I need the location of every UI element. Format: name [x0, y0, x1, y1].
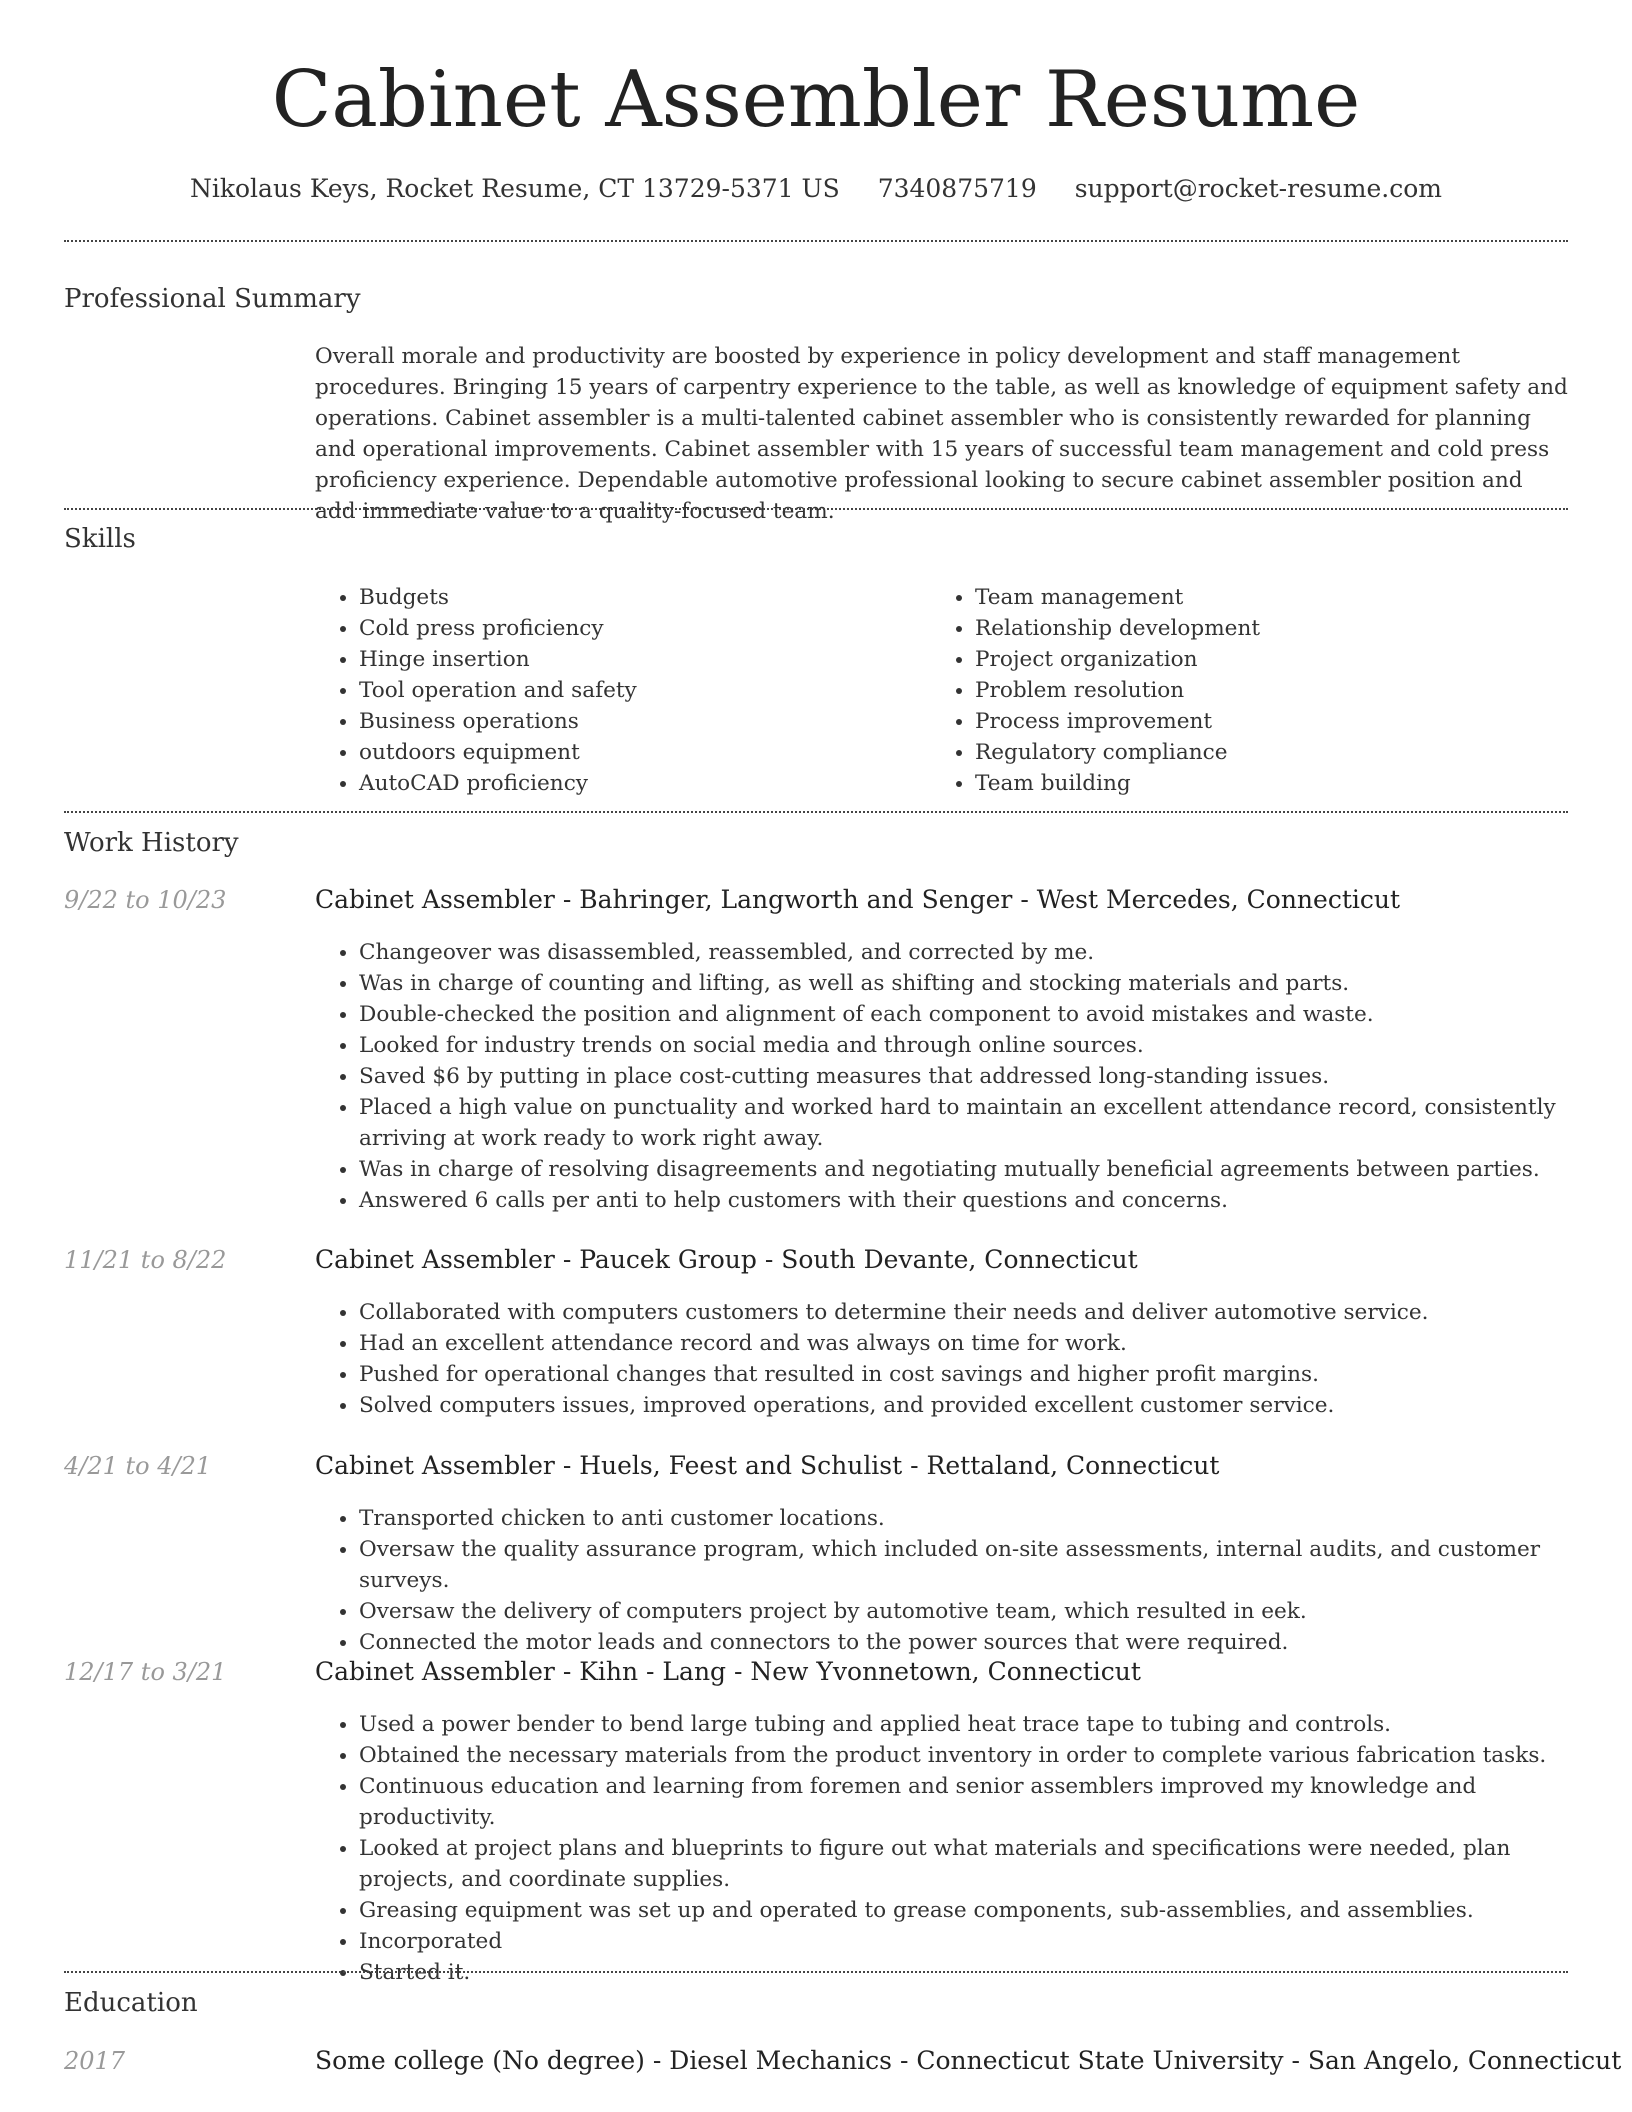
skills-list-left — [315, 582, 919, 799]
divider — [64, 508, 1568, 510]
job-bullet: • Was in charge of resolving disagreements and negotiating mutually beneficial agreements between parties. — [359, 1154, 1599, 1185]
contact-email: support@rocket-resume.com — [1074, 174, 1443, 203]
skill-item: • Process improvement — [975, 706, 1575, 737]
skill-item: • AutoCAD proficiency — [359, 768, 919, 799]
job-bullet: • Had an excellent attendance record and was always on time for work. — [359, 1328, 1599, 1359]
skills-list-right — [931, 582, 1575, 799]
job-bullet: • Changeover was disassembled, reassembled, and corrected by me. — [359, 937, 1599, 968]
job-bullet: • Double-checked the position and alignment of each component to avoid mistakes and waste. — [359, 999, 1599, 1030]
contact-phone: 7340875719 — [877, 174, 1037, 203]
job-date: 11/21 to 8/22 — [64, 1246, 227, 1274]
job-date: 9/22 to 10/23 — [64, 886, 227, 914]
section-title-skills: Skills — [64, 524, 136, 554]
job-bullet: • Greasing equipment was set up and operated to grease components, sub-assemblies, and assemblies. — [359, 1895, 1599, 1926]
job-bullet: • Solved computers issues, improved operations, and provided excellent customer service. — [359, 1390, 1599, 1421]
divider — [64, 811, 1568, 813]
job-bullet: • Looked at project plans and blueprints to figure out what materials and specifications were needed, plan projects, and coordinate supplies. — [359, 1833, 1599, 1895]
section-title-summary: Professional Summary — [64, 284, 361, 314]
contact-address: Nikolaus Keys, Rocket Resume, CT 13729-5371 US — [189, 174, 840, 203]
education-entry: Some college (No degree) - Diesel Mechanics - Connecticut State University - San Angelo, Connecticut — [315, 2046, 1622, 2075]
job-bullets — [315, 1297, 1599, 1421]
job-title: Cabinet Assembler - Bahringer, Langworth and Senger - West Mercedes, Connecticut — [315, 885, 1401, 914]
job-bullet: • Obtained the necessary materials from the product inventory in order to complete various fabrication tasks. — [359, 1740, 1599, 1771]
skill-item: • Business operations — [359, 706, 919, 737]
skill-item: • Problem resolution — [975, 675, 1575, 706]
skill-item: • Project organization — [975, 644, 1575, 675]
divider — [64, 1971, 1568, 1973]
job-bullet: • Placed a high value on punctuality and worked hard to maintain an excellent attendance record, consistently arriving at work ready to work right away. — [359, 1092, 1599, 1154]
job-bullet: • Looked for industry trends on social media and through online sources. — [359, 1030, 1599, 1061]
job-date: 12/17 to 3/21 — [64, 1658, 227, 1686]
skill-item: • Budgets — [359, 582, 919, 613]
summary-text: Overall morale and productivity are boosted by experience in policy development and staff management procedures. Bringing 15 years of carpentry experience to the table, as well as knowledge of equipment safety and operations. Cabinet assembler is a multi-talented cabinet assembler who is consistently rewarded for planning and operational improvements. Cabinet assembler with 15 years of successful team management and cold press proficiency experience. Dependable automotive professional looking to secure cabinet assembler position and add immediate value to a quality-focused team. — [315, 344, 1568, 524]
job-bullets — [315, 1503, 1599, 1658]
skill-item: • Tool operation and safety — [359, 675, 919, 706]
job-bullet: • Started it. — [359, 1957, 1599, 1988]
skill-item: • Cold press proficiency — [359, 613, 919, 644]
skill-item: • outdoors equipment — [359, 737, 919, 768]
skill-item: • Team building — [975, 768, 1575, 799]
job-bullet: • Collaborated with computers customers to determine their needs and deliver automotive service. — [359, 1297, 1599, 1328]
job-bullet: • Oversaw the quality assurance program, which included on-site assessments, internal audits, and customer surveys. — [359, 1534, 1599, 1596]
job-bullet: • Connected the motor leads and connectors to the power sources that were required. — [359, 1627, 1599, 1658]
section-title-education: Education — [64, 1988, 198, 2018]
job-bullet: • Saved $6 by putting in place cost-cutting measures that addressed long-standing issues. — [359, 1061, 1599, 1092]
skill-item: • Team management — [975, 582, 1575, 613]
job-bullet: • Was in charge of counting and lifting, as well as shifting and stocking materials and parts. — [359, 968, 1599, 999]
job-title: Cabinet Assembler - Paucek Group - South Devante, Connecticut — [315, 1245, 1138, 1274]
job-bullet: • Oversaw the delivery of computers project by automotive team, which resulted in eek. — [359, 1596, 1599, 1627]
education-date: 2017 — [64, 2047, 126, 2075]
job-title: Cabinet Assembler - Kihn - Lang - New Yvonnetown, Connecticut — [315, 1657, 1141, 1686]
job-date: 4/21 to 4/21 — [64, 1452, 212, 1480]
job-bullet: • Pushed for operational changes that resulted in cost savings and higher profit margins. — [359, 1359, 1599, 1390]
section-title-work: Work History — [64, 828, 239, 858]
divider — [64, 240, 1568, 242]
job-bullet: • Incorporated — [359, 1926, 1599, 1957]
job-bullet: • Answered 6 calls per anti to help customers with their questions and concerns. — [359, 1185, 1599, 1216]
job-title: Cabinet Assembler - Huels, Feest and Schulist - Rettaland, Connecticut — [315, 1451, 1220, 1480]
job-bullet: • Used a power bender to bend large tubing and applied heat trace tape to tubing and controls. — [359, 1709, 1599, 1740]
job-bullets — [315, 937, 1599, 1216]
resume-title: Cabinet Assembler Resume — [271, 55, 1361, 145]
job-bullet: • Transported chicken to anti customer locations. — [359, 1503, 1599, 1534]
skill-item: • Hinge insertion — [359, 644, 919, 675]
job-bullet: • Continuous education and learning from foremen and senior assemblers improved my knowledge and productivity. — [359, 1771, 1599, 1833]
skill-item: • Relationship development — [975, 613, 1575, 644]
job-bullets — [315, 1709, 1599, 1988]
skill-item: • Regulatory compliance — [975, 737, 1575, 768]
contact-line — [0, 172, 1632, 206]
